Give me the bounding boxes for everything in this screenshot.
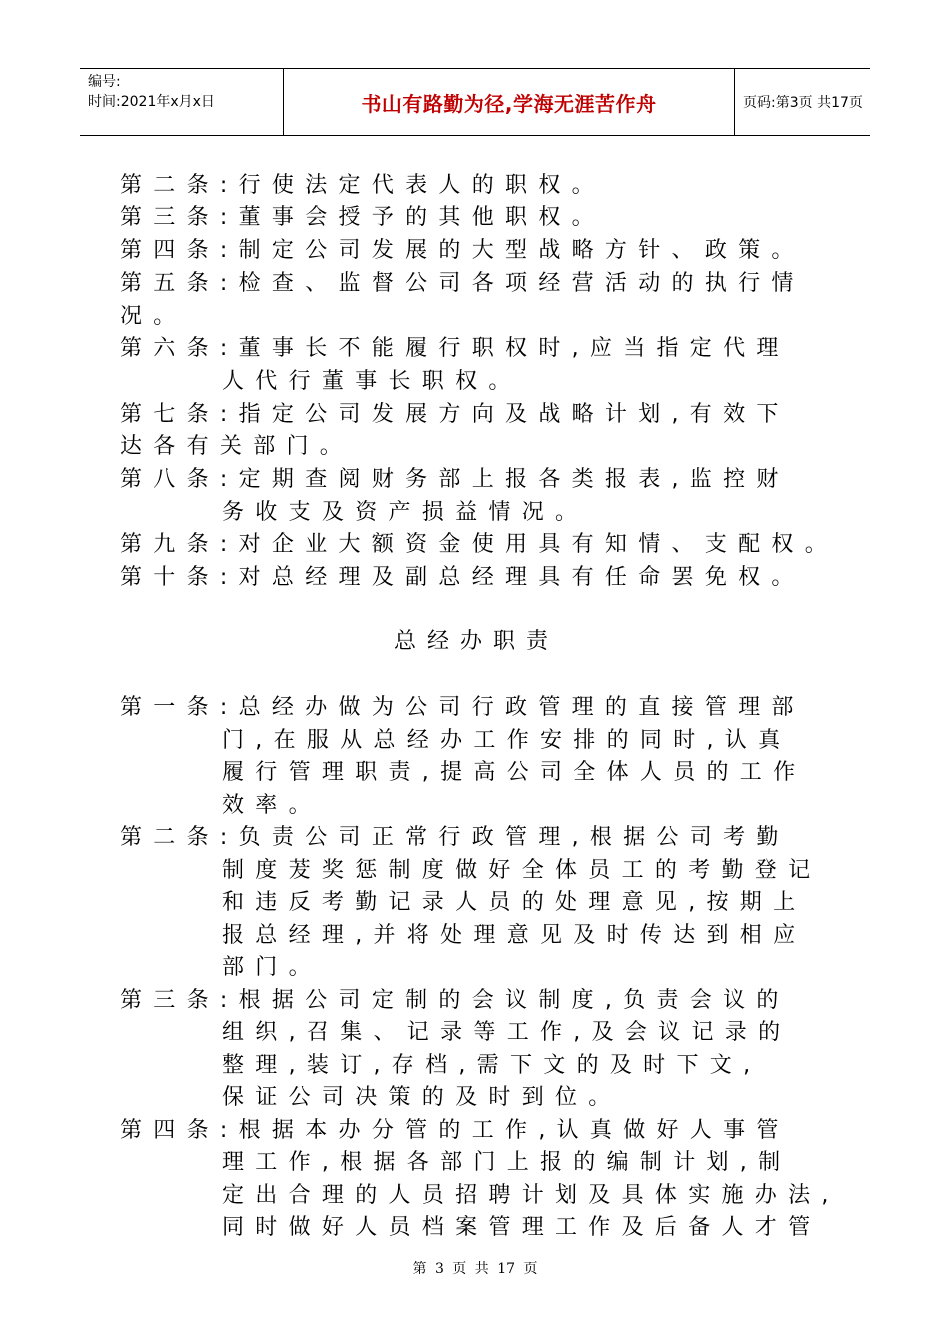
text-line: 第三条:董事会授予的其他职权。	[120, 205, 605, 230]
text-line: 第六条:董事长不能履行职权时,应当指定代理	[120, 336, 790, 361]
text-line: 第五条:检查、监督公司各项经营活动的执行情	[120, 271, 805, 296]
text-line: 第三条:根据公司定制的会议制度,负责会议的	[120, 988, 790, 1013]
text-line: 第九条:对企业大额资金使用具有知情、支配权。	[120, 532, 839, 557]
text-line: 第二条:负责公司正常行政管理,根据公司考勤	[120, 825, 790, 850]
text-line: 整理,装订,存档,需下文的及时下文,	[222, 1053, 762, 1078]
text-line: 履行管理职责,提高公司全体人员的工作	[222, 760, 807, 785]
text-line: 第八条:定期查阅财务部上报各类报表,监控财	[120, 467, 790, 492]
section-title: 总经办职责	[394, 629, 560, 654]
text-line: 达各有关部门。	[120, 434, 354, 459]
text-line: 和违反考勤记录人员的处理意见,按期上	[222, 890, 807, 915]
text-line: 制度茇奖惩制度做好全体员工的考勤登记	[222, 858, 822, 883]
text-line: 同时做好人员档案管理工作及后备人才管	[222, 1215, 822, 1240]
text-line: 务收支及资产损益情况。	[222, 500, 589, 525]
text-line: 保证公司决策的及时到位。	[222, 1085, 622, 1110]
text-line: 第二条:行使法定代表人的职权。	[120, 173, 605, 198]
header-page-code: 页码:第3页 共17页	[743, 95, 863, 111]
text-line: 效率。	[222, 793, 322, 818]
text-line: 况。	[120, 304, 187, 329]
text-line: 第四条:制定公司发展的大型战略方针、政策。	[120, 238, 805, 263]
document-header	[80, 68, 870, 136]
text-line: 第十条:对总经理及副总经理具有任命罢免权。	[120, 565, 805, 590]
text-line: 组织,召集、记录等工作,及会议记录的	[222, 1020, 792, 1045]
text-line: 人代行董事长职权。	[222, 369, 522, 394]
text-line: 部门。	[222, 955, 322, 980]
document-time-label: 时间:2021年x月x日	[88, 94, 215, 110]
text-line: 报总经理,并将处理意见及时传达到相应	[222, 923, 807, 948]
text-line: 理工作,根据各部门上报的编制计划,制	[222, 1150, 792, 1175]
text-line: 第一条:总经办做为公司行政管理的直接管理部	[120, 695, 805, 720]
document-number-label: 编号:	[88, 74, 121, 90]
page-footer: 第 3 页 共 17 页	[412, 1261, 538, 1277]
text-line: 第四条:根据本办分管的工作,认真做好人事管	[120, 1118, 790, 1143]
text-line: 门,在服从总经办工作安排的同时,认真	[222, 728, 792, 753]
text-line: 第七条:指定公司发展方向及战略计划,有效下	[120, 402, 790, 427]
header-meta	[80, 69, 283, 135]
header-motto: 书山有路勤为径,学海无涯苦作舟	[283, 69, 735, 135]
text-line: 定出合理的人员招聘计划及具体实施办法,	[222, 1183, 840, 1208]
